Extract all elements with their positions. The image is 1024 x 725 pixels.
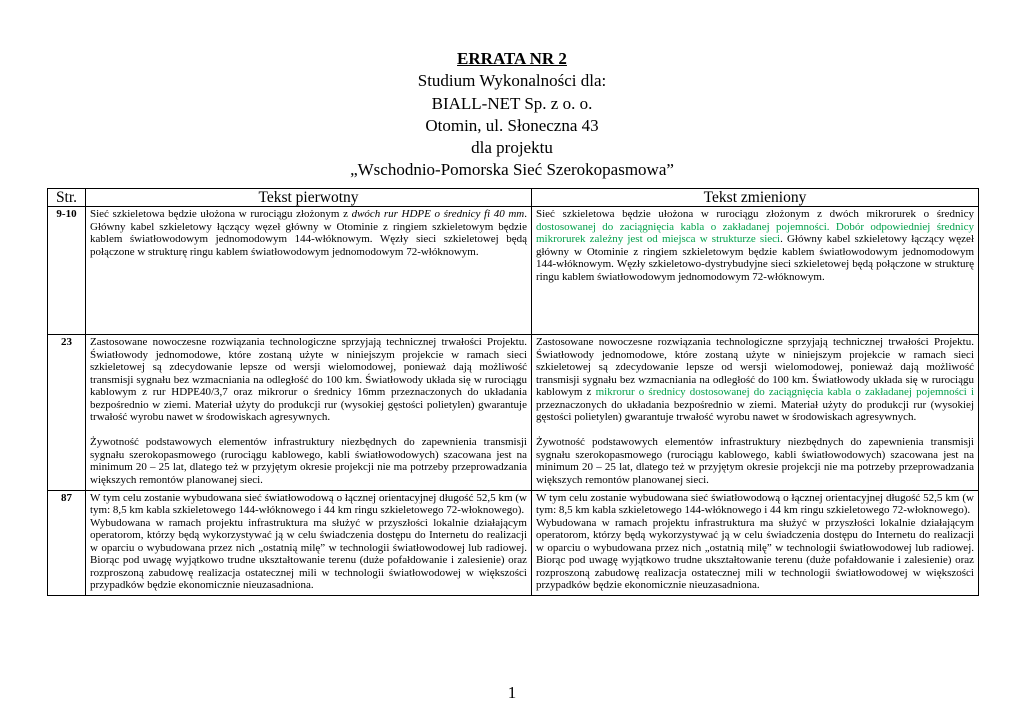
original-text-cell xyxy=(86,207,532,335)
text-fragment: . Główny kabel szkieletowy łączący węzeł główny w Otominie z ringiem szkieletowym będzie kablem światłowodowym jednomodowym 144-włóknowym. Węzły szkieletowo-dystrybudyjne sieci szkieletowej będą połączone w strukturę ringu kablem światłowodowym jednomodowym 72-włóknowym. xyxy=(536,233,974,283)
text-fragment: Sieć szkieletowa będzie ułożona w rurociągu złożonym z xyxy=(90,208,352,220)
text-fragment: Sieć szkieletowa będzie ułożona w rurociągu złożonym z dwóch mikrorurek o średnicy xyxy=(536,208,974,220)
original-text-cell xyxy=(86,490,532,595)
header-changed-text: Tekst zmieniony xyxy=(532,189,979,207)
table-row xyxy=(48,335,979,491)
table-row xyxy=(48,490,979,595)
errata-title: ERRATA NR 2 xyxy=(457,49,567,68)
changed-text-cell xyxy=(532,335,979,491)
italic-fragment: dwóch rur HDPE o średnicy fi 40 mm xyxy=(351,208,525,220)
paragraph xyxy=(536,336,974,424)
company-address: Otomin, ul. Słoneczna 43 xyxy=(425,115,599,135)
header-page: Str. xyxy=(48,189,86,207)
project-name: „Wschodnio-Pomorska Sieć Szerokopasmowa” xyxy=(350,160,674,180)
paragraph: W tym celu zostanie wybudowana sieć światłowodową o łącznej orientacyjnej długość 52,5 km (w tym: 8,5 km kabla szkieletowego 144-włóknowego i 44 km ringu szkieletowego 72-włoknowego). xyxy=(536,491,974,517)
row-page-number: 23 xyxy=(48,335,86,491)
document-header xyxy=(0,48,1024,182)
paragraph: Wybudowana w ramach projektu infrastruktura ma służyć w przyszłości lokalnie działającym operatorom, którzy będą wykorzystywać ją w celu świadczenia dostępu do Internetu do realizacji w oparciu o wybudowana przez nich „ostatnią milę” w technologii światłowodowej lub radiowej. Biorąc pod uwagę wyjątkowo trudne ukształtowanie terenu (duże pofałdowanie i zalesienie) oraz rozproszoną zabudowę realizacja ostatecznej mili w technologii światłowodowej w większości przypadków będzie ekonomicznie nieuzasadniona. xyxy=(90,516,527,592)
text-fragment: przeznaczonych do układania bezpośrednio w ziemi. Materiał użyty do produkcji rur (wysokiej gęstości polietylen) gwarantuje trwałość wyrobu nawet w środowiskach agresywnych. xyxy=(536,398,974,424)
paragraph: Żywotność podstawowych elementów infrastruktury niezbędnych do zapewnienia transmisji sygnału szerokopasmowego (rurociągu kablowego, kabli światłowodowych) szacowana jest na minimum 20 – 25 lat, dlatego też w przyjętym okresie projekcji nie ma potrzeby przeprowadzania większych remontów planowanej sieci. xyxy=(536,436,974,487)
table-row xyxy=(48,207,979,335)
changed-text-cell xyxy=(532,207,979,335)
study-title: Studium Wykonalności dla: xyxy=(417,71,607,91)
row-page-number: 9-10 xyxy=(48,207,86,335)
original-text-cell xyxy=(86,335,532,491)
table-header-row xyxy=(48,189,979,207)
changed-fragment: dostosowanej do zaciągnięcia kabla o zakładanej pojemności. Dobór odpowiedniej średnicy mikrorurek zależny jest od miejsca w strukturze sieci xyxy=(536,220,974,246)
paragraph: Wybudowana w ramach projektu infrastruktura ma służyć w przyszłości lokalnie działającym operatorom, którzy będą wykorzystywać ją w celu świadczenia dostępu do Internetu do realizacji w oparciu o wybudowana przez nich „ostatnią milę” w technologii światłowodowej lub radiowej. Biorąc pod uwagę wyjątkowo trudne ukształtowanie terenu (duże pofałdowanie i zalesienie) oraz rozproszoną zabudowę realizacja ostatecznej mili w technologii światłowodowej w większości przypadków będzie ekonomicznie nieuzasadniona. xyxy=(536,516,974,592)
paragraph: Żywotność podstawowych elementów infrastruktury niezbędnych do zapewnienia transmisji sygnału szerokopasmowego (rurociągu kablowego, kabli światłowodowych) szacowana jest na minimum 20 – 25 lat, dlatego też w przyjętym okresie projekcji nie ma potrzeby przeprowadzania większych remontów planowanej sieci. xyxy=(90,436,527,487)
text-fragment: . Główny kabel szkieletowy łączący węzeł główny w Otominie z ringiem szkieletowym będzie kablem światłowodowym jednomodowym 144-włóknowym. Węzły sieci szkieletowej będą połączone w strukturę ringu kablem światłowodowym jednomodowym 72-włóknowym. xyxy=(90,208,527,258)
text-fragment: Zastosowane nowoczesne rozwiązania technologiczne sprzyjają technicznej trwałości Projektu. Światłowody jednomodowe, które zostaną użyte w niniejszym projekcie w ramach sieci szkieletowej są zdecydowanie lepsze od wersji wielomodowej, ponieważ dają możliwość transmisji sygnału bez wzmacniania na odległość do 100 km. Światłowody układa się w rurociągu kablowym z xyxy=(536,336,974,399)
header-original-text: Tekst pierwotny xyxy=(86,189,532,207)
row-page-number: 87 xyxy=(48,490,86,595)
company-name: BIALL-NET Sp. z o. o. xyxy=(431,93,593,113)
errata-table xyxy=(47,188,979,596)
changed-text-cell xyxy=(532,490,979,595)
project-intro: dla projektu xyxy=(471,138,553,158)
paragraph: W tym celu zostanie wybudowana sieć światłowodową o łącznej orientacyjnej długość 52,5 km (w tym: 8,5 km kabla szkieletowego 144-włóknowego i 44 km ringu szkieletowego 72-włoknowego). xyxy=(90,491,527,517)
page-number: 1 xyxy=(507,683,517,702)
changed-fragment: mikrorur o średnicy dostosowanej do zaciągnięcia kabla o zakładanej pojemności i xyxy=(595,386,974,399)
paragraph: Zastosowane nowoczesne rozwiązania technologiczne sprzyjają technicznej trwałości Projektu. Światłowody jednomodowe, które zostaną użyte w niniejszym projekcie w ramach sieci szkieletowej są zdecydowanie lepsze od wersji wielomodowej, ponieważ dają możliwość transmisji sygnału bez wzmacniania na odległość do 100 km. Światłowody układa się w rurociągu kablowym z rur HDPE40/3,7 oraz mikrorur o średnicy 16mm przeznaczonych do układania bezpośrednio w ziemi. Materiał użyty do produkcji rur (wysokiej gęstości polietylen) gwarantuje trwałość wyrobu nawet w środowiskach agresywnych. xyxy=(90,336,527,424)
